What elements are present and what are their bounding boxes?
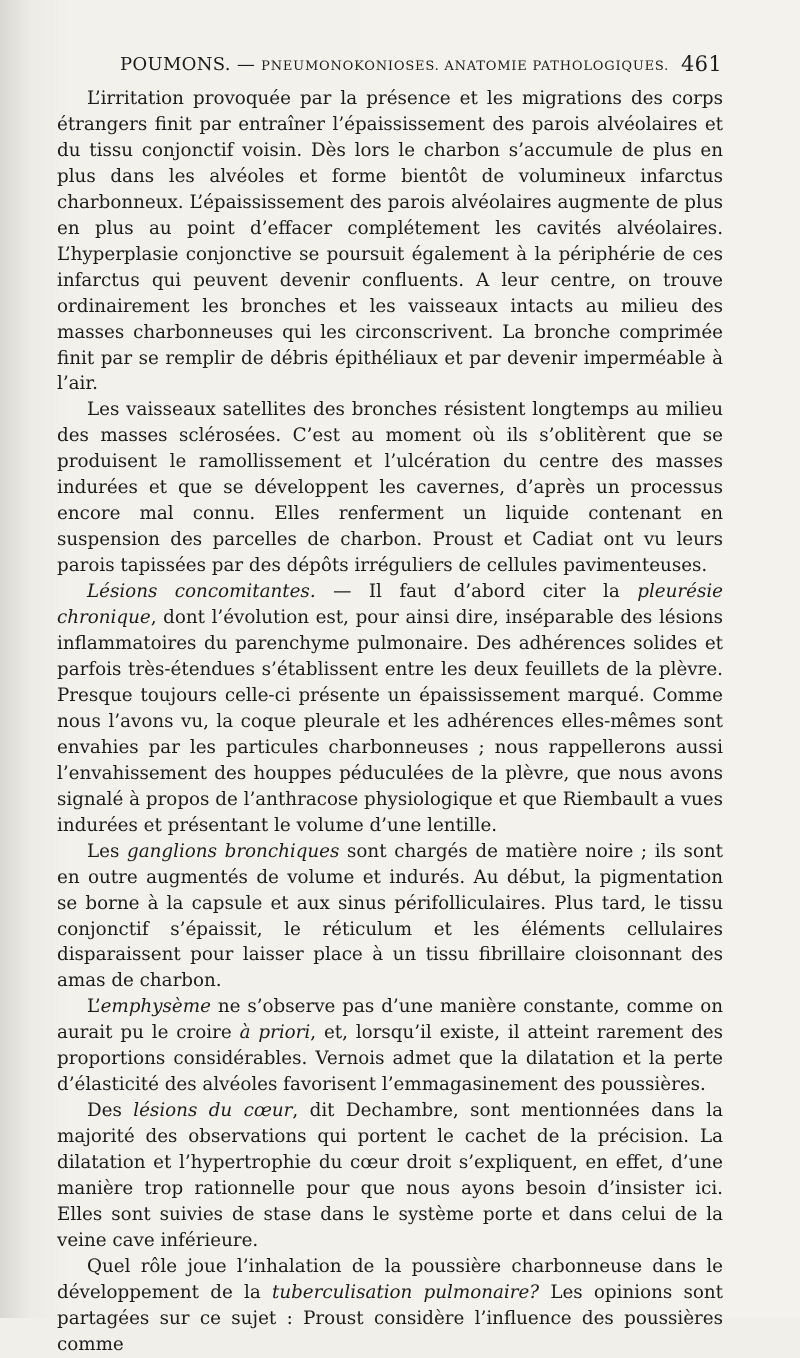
text-run: L’ bbox=[87, 996, 101, 1018]
text-run: Quel rôle joue l’inhalation de la poussière charbonneuse dans le développement de la bbox=[57, 1255, 723, 1303]
header-dash: — bbox=[236, 54, 256, 75]
paragraph bbox=[57, 839, 723, 995]
header-title bbox=[120, 54, 669, 75]
text-run: Les vaisseaux satellites des bronches résistent longtemps au milieu des masses sclérosées. C’est au moment où ils s’oblitèrent que se produisent le ramollissement et l’ulcération du centre des masses indurées et que se développent les cavernes, d’après un processus encore mal connu. Elles renferment un liquide contenant en suspension des parcelles de charbon. Proust et Cadiat ont vu leurs parois tapissées par des dépôts irréguliers de cellules pavimenteuses. bbox=[57, 399, 723, 577]
italic-run: tuberculisation pulmonaire? bbox=[271, 1281, 540, 1303]
paragraph bbox=[57, 1254, 723, 1358]
paragraph bbox=[57, 1098, 723, 1254]
text-run: — Il faut d’abord citer la bbox=[315, 581, 638, 603]
italic-run: lésions du cœur bbox=[133, 1100, 293, 1122]
header-section: POUMONS. bbox=[120, 54, 231, 75]
text-run: , dit Dechambre, sont mentionnées dans la majorité des observations qui portent le cachet de la précision. La dilatation et l’hypertrophie du cœur droit s’expliquent, en effet, d’une manière trop rationnelle pour que nous ayons besoin d’insister ici. Elles sont suivies de stase dans le système porte et dans celui de la veine cave inférieure. bbox=[57, 1100, 724, 1251]
text-run: Des bbox=[87, 1100, 134, 1122]
paragraph bbox=[57, 579, 723, 839]
paragraph bbox=[57, 994, 723, 1098]
text-run: sont chargés de matière noire ; ils sont en outre augmentés de volume et indurés. Au début, la pigmentation se borne à la capsule et aux sinus périfolliculaires. Plus tard, le tissu conjonctif s’épaissit, le réticulum et les éléments cellulaires disparaissent pour laisser place à un tissu fibrillaire cloisonnant des amas de charbon. bbox=[57, 840, 723, 992]
text-run: , dont l’évolution est, pour ainsi dire, inséparable des lésions inflammatoires du parenchyme pulmonaire. Des adhérences solides et parfois très-étendues s’établissent entre les deux feuillets de la plèvre. Presque toujours celle-ci présente un épaississement marqué. Comme nous l’avons vu, la coque pleurale et les adhérences elles-mêmes sont envahies par les particules charbonneuses ; nous rappellerons aussi l’envahissement des houppes péduculées de la plèvre, que nous avons signalé à propos de l’anthracose physiologique et que Riembault a vues indurées et présentant le volume d’une lentille. bbox=[57, 607, 723, 836]
text-run: , et, lorsqu’il existe, il atteint rarement des proportions considérables. Vernois admet que la dilatation et la perte d’élasticité des alvéoles favorisent l’emmagasinement des poussières. bbox=[57, 1022, 724, 1096]
text-run: Les opinions sont partagées sur ce sujet : Proust considère l’influence des poussières comme bbox=[57, 1281, 723, 1355]
header-subsection: PNEUMONOKONIOSES. ANATOMIE PATHOLOGIQUES. bbox=[261, 59, 670, 74]
italic-run: pleurésie chronique bbox=[57, 581, 723, 629]
paragraph bbox=[57, 397, 723, 579]
paragraph bbox=[57, 86, 723, 397]
italic-run: à priori bbox=[239, 1022, 311, 1044]
italic-run: emphysème bbox=[100, 996, 211, 1018]
text-run: ne s’observe pas d’une manière constante, comme on aurait pu le croire bbox=[57, 996, 723, 1044]
text-run: L’irritation provoquée par la présence et les migrations des corps étrangers finit par entraîner l’épaississement des parois alvéolaires et du tissu conjonctif voisin. Dès lors le charbon s’accumule de plus en plus dans les alvéoles et forme bientôt de volumineux infarctus charbonneux. L’épaississement des parois alvéolaires augmente de plus en plus au point d’effacer complétement les cavités alvéolaires. L’hyperplasie conjonctive se poursuit également à la périphérie de ces infarctus qui peuvent devenir confluents. A leur centre, on trouve ordinairement les bronches et les vaisseaux intacts au milieu des masses charbonneuses qui les circonscrivent. La bronche comprimée finit par se remplir de débris épithéliaux et par devenir imperméable à l’air. bbox=[57, 88, 723, 395]
italic-run: Lésions concomitantes. bbox=[87, 581, 316, 603]
page-number: 461 bbox=[681, 52, 722, 76]
running-header bbox=[120, 50, 722, 78]
text-run: Les bbox=[87, 840, 128, 862]
page-body bbox=[57, 86, 723, 1358]
italic-run: ganglions bronchiques bbox=[127, 840, 340, 862]
